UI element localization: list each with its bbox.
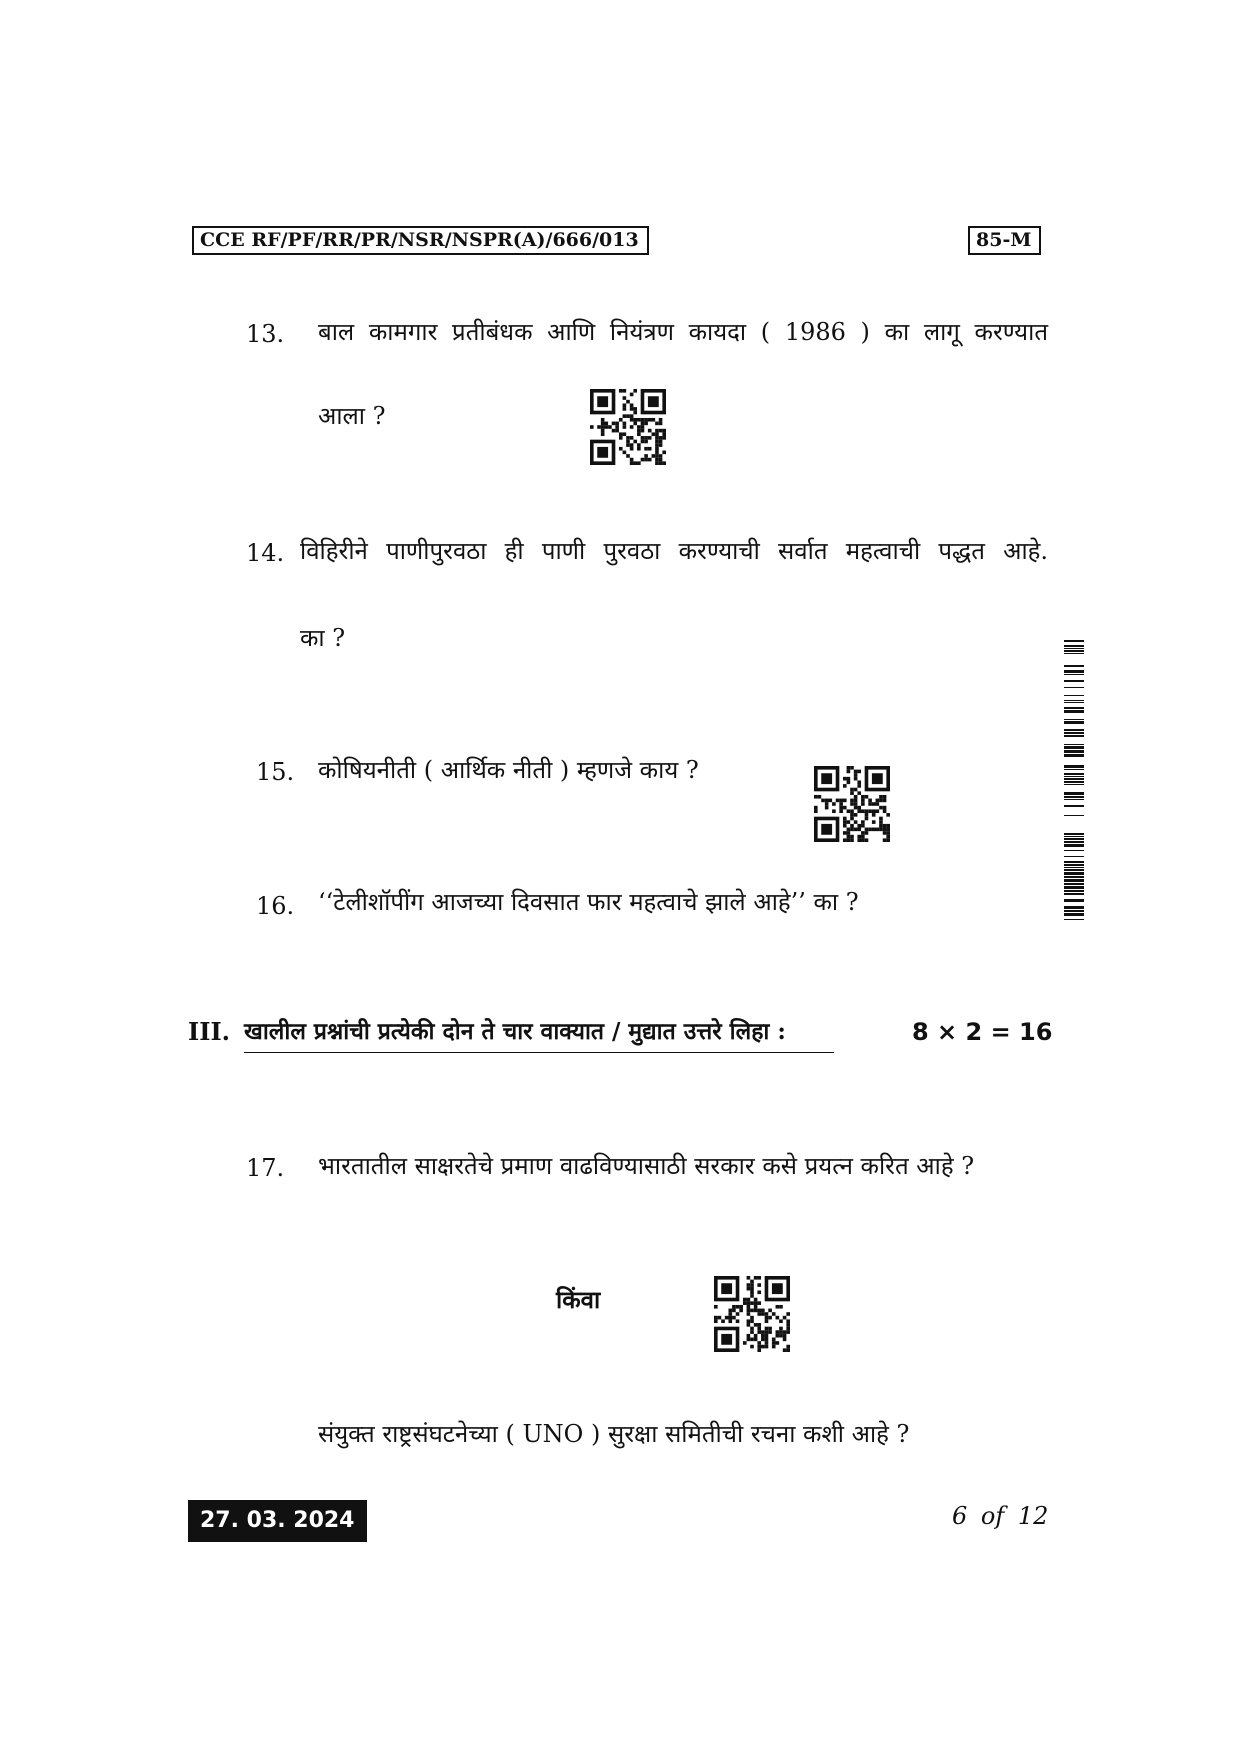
exam-code-box: CCE RF/PF/RR/PR/NSR/NSPR(A)/666/013: [192, 226, 649, 255]
question-15-number: 15.: [256, 758, 295, 786]
exam-date-badge: 27. 03. 2024: [188, 1500, 367, 1542]
question-17-text: भारतातील साक्षरतेचे प्रमाण वाढविण्यासाठी सरकार कसे प्रयत्न करित आहे ?: [318, 1152, 975, 1180]
question-16-number: 16.: [256, 892, 295, 920]
question-16-text: ‘‘टेलीशॉपींग आजच्या दिवसात फार महत्वाचे झाले आहे’’ का ?: [318, 888, 859, 916]
question-17-alternative: संयुक्त राष्ट्रसंघटनेच्या ( UNO ) सुरक्षा समितीची रचना कशी आहे ?: [318, 1420, 910, 1448]
question-14-text-cont: का ?: [300, 624, 346, 652]
section-number: III.: [188, 1017, 231, 1046]
question-13-text: बाल कामगार प्रतीबंधक आणि नियंत्रण कायदा ( 1986 ) का लागू करण्यात: [318, 318, 1048, 346]
section-marks: 8 × 2 = 16: [912, 1018, 1053, 1046]
question-17-number: 17.: [246, 1154, 285, 1182]
or-label: किंवा: [556, 1285, 601, 1314]
qr-code-icon: [714, 1276, 790, 1352]
barcode-icon: [1064, 640, 1084, 920]
question-14-text: विहिरीने पाणीपुरवठा ही पाणी पुरवठा करण्याची सर्वात महत्वाची पद्धत आहे.: [300, 537, 1048, 565]
page-number: 6 of 12: [952, 1502, 1049, 1530]
question-13-text-cont: आला ?: [318, 402, 386, 430]
question-14-number: 14.: [246, 539, 285, 567]
qr-code-icon: [814, 766, 890, 842]
paper-code-box: 85-M: [968, 226, 1041, 255]
question-13-number: 13.: [246, 320, 285, 348]
question-15-text: कोषियनीती ( आर्थिक नीती ) म्हणजे काय ?: [318, 756, 699, 784]
section-instruction: खालील प्रश्नांची प्रत्येकी दोन ते चार वाक्यात / मुद्यात उत्तरे लिहा :: [244, 1016, 834, 1053]
qr-code-icon: [590, 389, 666, 465]
